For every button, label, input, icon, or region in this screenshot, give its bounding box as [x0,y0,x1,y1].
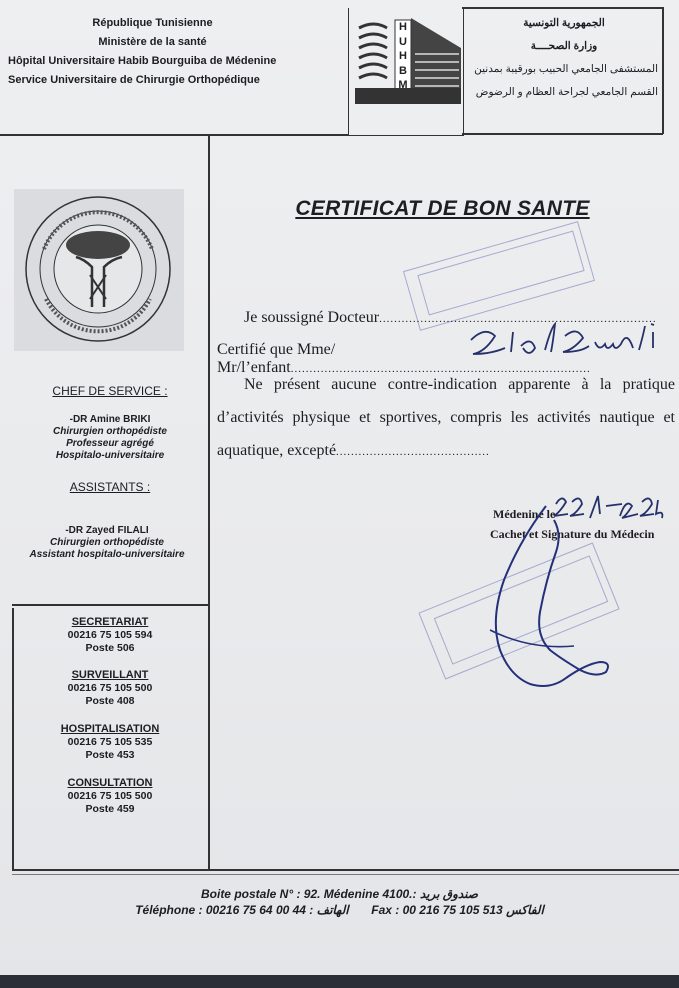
assistant-title-1: Chirurgien orthopédiste [50,537,164,548]
header-box-top-border [462,7,662,9]
frame-left-divider [208,134,210,870]
place-label: Médenine le [493,507,556,521]
soussigne-text: Je soussigné Docteur [244,309,380,326]
contact-consultation: CONSULTATION 00216 75 105 500 Poste 459 [67,777,153,815]
chef-block [12,414,208,462]
contact-hospitalisation: HOSPITALISATION 00216 75 105 535 Poste 453 [60,723,160,761]
frame-bottom-line [12,869,679,871]
header-republic: République Tunisienne [92,17,213,29]
frame-top-line [0,134,348,136]
header-french [0,14,305,90]
seal-icon [14,189,184,351]
header-box-bottom-border [462,133,663,135]
paragraph-text: Ne présent aucune contre-indication apparente à la pratique d’activités physique et sportives, compris les activités nautique et aquatique, excepté [217,376,675,459]
footer-fax: Fax : 00 216 75 105 513 الفاكس [371,903,544,917]
paragraph-dots: ......................................... [336,446,490,458]
chef-name: -DR Amine BRIKI [69,414,151,425]
handwritten-patient-name-icon [465,318,665,362]
assistants-label: ASSISTANTS : [69,480,151,494]
assistant-block [6,525,208,561]
assistant-name: -DR Zayed FILALI [65,525,149,536]
chef-de-service-label: CHEF DE SERVICE : [52,384,168,398]
certificate-paragraph [217,368,675,469]
frame-bottom-line-2 [12,874,679,875]
certificate-title: CERTIFICAT DE BON SANTE [295,197,590,220]
header-ar-ministry: وزارة الصحــــة [530,40,598,52]
soussigne-dots: .......................................................................... [379,313,657,325]
chef-title-3: Hospitalo-universitaire [55,450,165,461]
hospital-logo [348,8,464,136]
contact-surveillant: SURVEILLANT 00216 75 105 500 Poste 408 [67,669,153,707]
chef-title-2: Professeur agrégé [66,438,154,449]
header-ar-republic: الجمهورية التونسية [523,17,605,29]
header-ministry: Ministère de la santé [98,36,207,48]
logo-letters: H U H B M [398,21,408,91]
department-seal [14,189,184,351]
header-hospital: Hôpital Universitaire Habib Bourguiba de Médenine [8,55,277,67]
footer-address: Boite postale N° : 92. Médenine 4100.: صندوق بريد [200,887,478,901]
doctor-signature-icon [470,500,620,700]
scan-bottom-edge [0,975,679,988]
certifie-text: Certifié que Mme/ Mr/l’enfant [217,341,336,376]
header-box-right-border [662,7,664,134]
assistant-title-2: Assistant hospitalo-universitaire [29,549,185,560]
contact-secretariat: SECRETARIAT 00216 75 105 594 Poste 506 [67,616,153,654]
header-service: Service Universitaire de Chirurgie Orthopédique [8,74,260,86]
certifie-dots: ................................................................................ [290,363,591,375]
header-arabic [470,12,658,104]
footer-phone-fax [0,903,679,917]
header-ar-service: القسم الجامعي لجراحة العظام و الرضوض [475,86,658,98]
sidebar-divider [12,604,208,606]
chef-title-1: Chirurgien orthopédiste [53,426,167,437]
footer-phone: Téléphone : 00216 75 64 00 44 : الهاتف [135,903,349,917]
header-ar-hospital: المستشفى الجامعي الحبيب بورقيبة بمدنين [474,63,658,75]
signature-label: Cachet et Signature du Médecin [490,527,655,541]
